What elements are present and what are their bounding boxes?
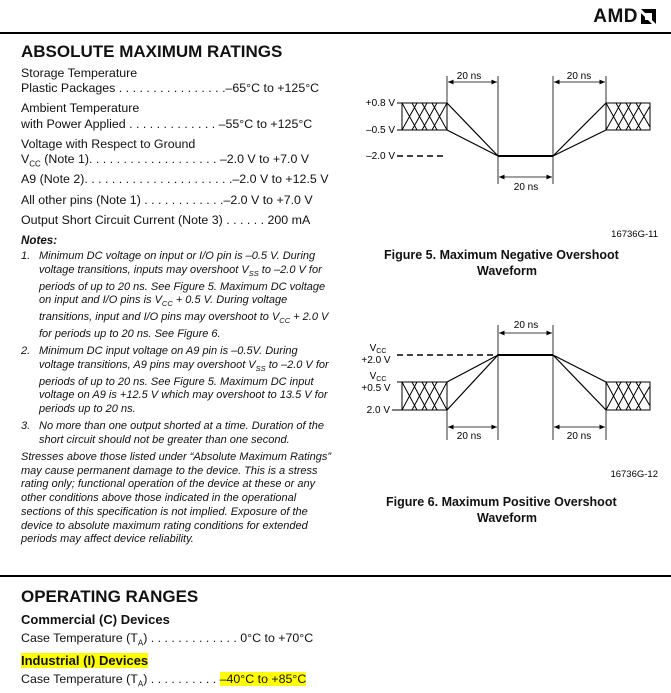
- industrial-value: –40°C to +85°C: [219, 672, 307, 686]
- amd-logo-text: AMD: [593, 6, 638, 27]
- figure-5-title: Figure 5. Maximum Negative Overshoot Waveform: [384, 248, 619, 278]
- industrial-case-temp: Case Temperature $(T_A)$ . . . . . . . . . . –40°C to +85°C: [21, 672, 307, 689]
- amd-arrow-icon: [640, 8, 657, 24]
- vcc-row: $V_{CC}$ (Note 1). . . . . . . . . . . . . . . . . . . –2.0 V to +7.0 V: [21, 152, 310, 169]
- industrial-heading: Industrial (I) Devices: [21, 653, 149, 668]
- fig6-vcc2-val: +0.5 V: [361, 383, 391, 394]
- abs-max-title: ABSOLUTE MAXIMUM RATINGS: [21, 42, 283, 61]
- fig6-label-20: 2.0 V: [366, 405, 390, 416]
- fig5-label-08: +0.8 V: [365, 98, 395, 109]
- header-rule: [0, 32, 671, 34]
- other-pins-row: All other pins (Note 1) . . . . . . . . . . . .–2.0 V to +7.0 V: [21, 193, 313, 207]
- fig5-label-20: –2.0 V: [366, 151, 395, 162]
- commercial-case-temp: Case Temperature $(T_A)$ . . . . . . . . . . . . . 0°C to +70°C: [21, 631, 314, 648]
- note-3: 3. No more than one output shorted at a time. Duration of the short circuit should not be greater than one second.: [21, 420, 324, 446]
- ambient-temp-label: Ambient Temperature: [21, 101, 140, 115]
- short-circuit-row: Output Short Circuit Current (Note 3) . . . . . . 200 mA: [21, 213, 311, 227]
- figure-6-waveform: [340, 315, 660, 485]
- fig5-ns-bottom: 20 ns: [513, 182, 539, 193]
- fig5-id: 16736G-11: [611, 229, 658, 240]
- note-2: 2. Minimum DC input voltage on A9 pin is –0.5V. During voltage transitions, A9 pins may overshoot $V_{SS}$ to –2.0 V for periods of up to 20 ns. See Figure 5. Maximum DC input voltage on A9 is +12.5 V which may overshoot to 13.5 V for periods up to 20 ns.: [21, 345, 329, 415]
- figure-5-waveform: [340, 64, 660, 244]
- amd-logo: [593, 6, 657, 28]
- fig5-ns-top-right: 20 ns: [566, 71, 592, 82]
- fig6-ns-bottom-left: 20 ns: [456, 431, 482, 442]
- fig6-vcc1: $V_{CC}$: [369, 343, 387, 355]
- power-applied-row: with Power Applied . . . . . . . . . . . . . –55°C to +125°C: [21, 117, 313, 131]
- voltage-ground-label: Voltage with Respect to Ground: [21, 137, 196, 151]
- notes-heading: Notes:: [21, 234, 58, 247]
- fig6-ns-top: 20 ns: [513, 320, 539, 331]
- fig5-label-05: –0.5 V: [366, 125, 395, 136]
- storage-temp-label: Storage Temperature: [21, 66, 138, 80]
- a9-row: A9 (Note 2). . . . . . . . . . . . . . . . . . . . . .–2.0 V to +12.5 V: [21, 172, 329, 186]
- fig5-ns-top-left: 20 ns: [456, 71, 482, 82]
- fig6-vcc1-val: +2.0 V: [361, 355, 391, 366]
- plastic-packages-row: Plastic Packages . . . . . . . . . . . . . . . .–65°C to +125°C: [21, 81, 320, 95]
- fig6-ns-bottom-right: 20 ns: [566, 431, 592, 442]
- note-1: 1. Minimum DC voltage on input or I/O pin is –0.5 V. During voltage transitions, inputs may overshoot $V_{SS}$ to –2.0 V for periods of up to 20 ns. See Figure 5. Maximum DC voltage on input and I/O pins is $V_{CC} + 0.5$ V. During voltage transitions, input and I/O pins may overshoot to $V_{CC} + 2.0$ V for periods up to 20 ns. See Figure 6.: [21, 250, 329, 341]
- commercial-heading: Commercial (C) Devices: [21, 612, 170, 627]
- figure-6-title: Figure 6. Maximum Positive Overshoot Waveform: [386, 495, 617, 525]
- stress-paragraph: Stresses above those listed under “Absolute Maximum Ratings” may cause permanent damage to the device. This is a stress rating only; functional operation of the device at these or any other conditions above those indicated in the operational sections of this specification is not implied. Exposure of the device to absolute maximum rating conditions for extended periods may affect device reliability.: [21, 451, 331, 546]
- operating-title: OPERATING RANGES: [21, 587, 199, 606]
- fig6-id: 16736G-12: [610, 469, 658, 480]
- operating-rule: [0, 575, 671, 577]
- fig6-vcc2: $V_{CC}$: [369, 371, 387, 383]
- commercial-value: 0°C to +70°C: [240, 631, 314, 645]
